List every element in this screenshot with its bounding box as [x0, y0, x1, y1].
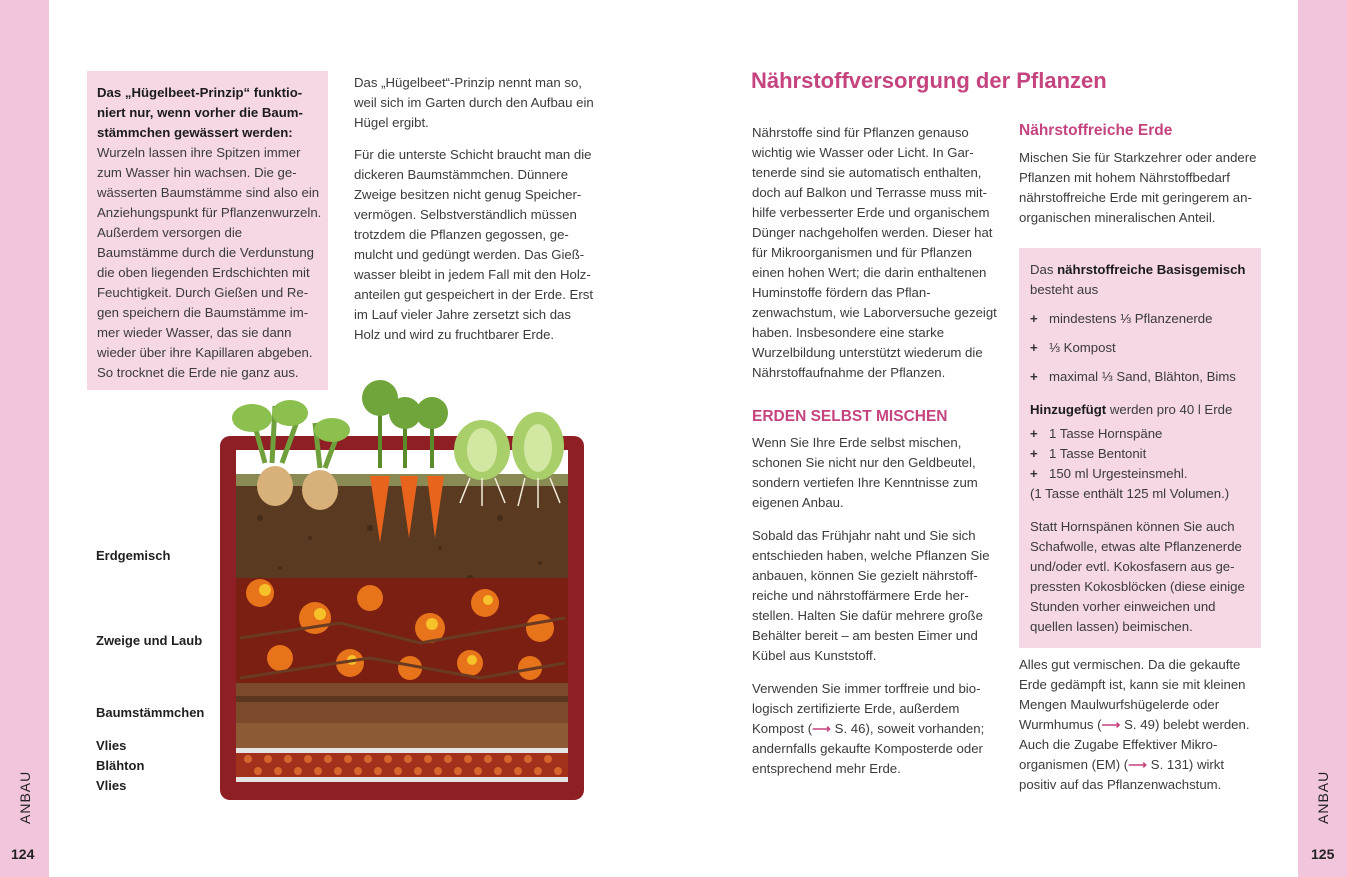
fleece-bottom	[236, 777, 568, 782]
mix-paragraph-1: Wenn Sie Ihre Erde selbst mischen, schonen Sie nicht nur den Geldbeutel, sondern vertiefen Ihre Kenntnisse zum eigenen Anbau.	[752, 435, 978, 510]
mix-paragraph-3-a: Verwenden Sie immer torffreie und biologisch zertifizierte Erde, außerdem Kompost (	[752, 681, 981, 736]
hugelbeet-infobox	[87, 71, 328, 390]
legend-vlies-top: Vlies	[96, 738, 127, 753]
box-intro-bold: nährstoffreiche Basisgemisch	[1057, 262, 1246, 277]
final-paragraph	[1019, 655, 1264, 795]
list-item-text: 150 ml Urgesteinsmehl.	[1049, 466, 1188, 481]
page-ref-46[interactable]: S. 46	[831, 721, 866, 736]
mix-paragraph-3	[752, 679, 997, 779]
box-intro-a: Das	[1030, 262, 1058, 277]
infobox-bold: Das „Hügelbeet-Prinzip“ funktioniert nur, wenn vorher die Baumstämmchen gewässert werden:	[97, 85, 303, 140]
heading-erden-selbst-mischen: ERDEN SELBST MISCHEN	[752, 408, 948, 425]
list-item-text: ⅓ Kompost	[1049, 340, 1116, 355]
infobox-text	[97, 83, 322, 383]
final-paragraph-c: ) wirkt positiv auf das Pflanzenwachstum.	[1019, 757, 1225, 792]
plus-icon: +	[1030, 426, 1038, 441]
base-ingredients-list	[1030, 309, 1255, 387]
list-item-text: 1 Tasse Bentonit	[1049, 446, 1147, 461]
rich-soil-paragraph: Mischen Sie für Starkzehrer oder andere Pflanzen mit hohem Nährstoffbedarf nährstoffreiche Erde mit geringerem anorganischen mineralischen Anteil.	[1019, 150, 1257, 225]
left-page-number: 124	[11, 846, 35, 862]
left-page-edge	[0, 0, 49, 877]
col2-paragraph-2: Für die unterste Schicht braucht man die dickeren Baumstämmchen. Dünnere Zweige besitzen nicht genug Speichervermögen. Selbstverständlich müssen trotzdem die Pflanzen gegossen, gemulcht und gedüngt werden. Das Gießwasser bleibt in jedem Fall mit den Holzanteilen gut gespeichert in der Erde. Erst im Lauf vieler Jahre zersetzt sich das Holz und wird zu fruchtbarer Erde.	[354, 147, 593, 342]
plus-icon: +	[1030, 340, 1038, 355]
list-item	[1030, 464, 1255, 484]
list-item	[1030, 444, 1255, 464]
left-side-label: ANBAU	[17, 770, 33, 824]
page-title: Nährstoffversorgung der Pflanzen	[751, 68, 1107, 93]
mix-paragraph-2: Sobald das Frühjahr naht und Sie sich entschieden haben, welche Pflanzen Sie anbauen, können Sie gezielt nährstoffreiche und nährstoffärmere Erde herstellen. Halten Sie dafür mehrere große Behälter bereit – am besten Eimer und Kübel aus Kunststoff.	[752, 528, 990, 663]
right-column-1	[752, 123, 997, 383]
legend-vlies-bottom: Vlies	[96, 778, 127, 793]
plus-icon: +	[1030, 369, 1038, 384]
list-item	[1030, 338, 1255, 358]
plus-icon: +	[1030, 446, 1038, 461]
base-mix-box	[1019, 248, 1261, 648]
legend-baumstaemmchen: Baumstämmchen	[96, 705, 205, 720]
logs-layer	[236, 683, 568, 723]
list-item	[1030, 309, 1255, 329]
arrow-right-icon: ⟶	[812, 721, 832, 736]
box-additions-bold: Hinzugefügt	[1030, 402, 1107, 417]
final-paragraph-a: Alles gut vermischen. Da die gekaufte Erde gedämpft ist, kann sie mit kleinen Mengen Maulwurfshügelerde oder Wurmhumus (	[1019, 657, 1246, 732]
legend-blaehton: Blähton	[96, 758, 145, 773]
right-side-label: ANBAU	[1315, 770, 1331, 824]
right-column-1-lower	[752, 433, 997, 779]
infobox-body: Wurzeln lassen ihre Spitzen immer zum Wasser hin wachsen. Die gewässerten Baumstämme sind also ein Anziehungspunkt für Pflanzenwurzeln. Außerdem versorgen die Baumstämme durch die Verdunstung die oben liegenden Erdschichten mit Feuchtigkeit. Durch Gießen und Regen speichern die Baumstämme immer wieder Wasser, das sie dann wieder über ihre Kapillaren abgeben. So trocknet die Erde nie ganz aus.	[97, 145, 322, 380]
volume-note: (1 Tasse enthält 125 ml Volumen.)	[1030, 486, 1230, 501]
box-last-paragraph: Statt Hornspänen können Sie auch Schafwolle, etwas alte Pflanzenerde und/oder evtl. Kokosfasern aus gepressten Kokosblöcken (diese einige Stunden vorher einweichen und quellen lassen) beimischen.	[1030, 519, 1245, 634]
arrow-right-icon: ⟶	[1101, 717, 1121, 732]
fleece-top	[236, 748, 568, 753]
legend-erdgemisch: Erdgemisch	[96, 548, 171, 563]
box-additions-rest: werden pro 40 l Erde	[1106, 402, 1233, 417]
raised-bed-illustration	[220, 378, 584, 800]
page-ref-49[interactable]: S. 49	[1120, 717, 1155, 732]
box-intro	[1030, 260, 1255, 300]
list-item-text: maximal ⅓ Sand, Blähton, Bims	[1049, 369, 1236, 384]
list-item-text: mindestens ⅓ Pflanzenerde	[1049, 311, 1213, 326]
list-item	[1030, 367, 1255, 387]
arrow-right-icon: ⟶	[1128, 757, 1148, 772]
list-item	[1030, 424, 1255, 444]
box-intro-b: besteht aus	[1030, 282, 1099, 297]
nutrients-paragraph: Nährstoffe sind für Pflanzen genauso wichtig wie Wasser oder Licht. In Gartenerde sind sie automatisch enthalten, doch auf Balkon und Terrasse muss mithilfe verbesserter Erde und organischem Dünger nachgeholfen werden. Dieser hat für Mikroorganismen und für Pflanzen einen hohen Wert; die darin enthaltenen Huminstoffe fördern das Pflanzenwachstum, wie Laborversuche gezeigt haben. Insbesondere eine starke Wurzelbildung unterstützt wiederum die Nährstoffaufnahme der Pflanzen.	[752, 125, 997, 380]
left-column-2	[354, 73, 599, 345]
page-ref-131[interactable]: S. 131	[1147, 757, 1189, 772]
right-column-2	[1019, 148, 1264, 228]
final-paragraph-b: ) belebt werden. Auch die Zugabe Effektiver Mikroorganismen (EM) (	[1019, 717, 1250, 772]
heading-naehrstoffreiche-erde: Nährstoffreiche Erde	[1019, 122, 1173, 139]
mix-paragraph-3-b: ), soweit vorhanden; andernfalls gekaufte Komposterde oder entsprechend mehr Erde.	[752, 721, 985, 776]
plus-icon: +	[1030, 311, 1038, 326]
list-item-text: 1 Tasse Hornspäne	[1049, 426, 1163, 441]
legend-zweige: Zweige und Laub	[96, 633, 203, 648]
box-additions	[1030, 400, 1255, 420]
right-column-2-lower	[1019, 655, 1264, 795]
plus-icon: +	[1030, 466, 1038, 481]
right-page-edge	[1298, 0, 1347, 877]
col2-paragraph-1: Das „Hügelbeet“-Prinzip nennt man so, weil sich im Garten durch den Aufbau ein Hügel ergibt.	[354, 75, 594, 130]
additions-list	[1030, 424, 1255, 504]
right-page-number: 125	[1311, 846, 1335, 862]
